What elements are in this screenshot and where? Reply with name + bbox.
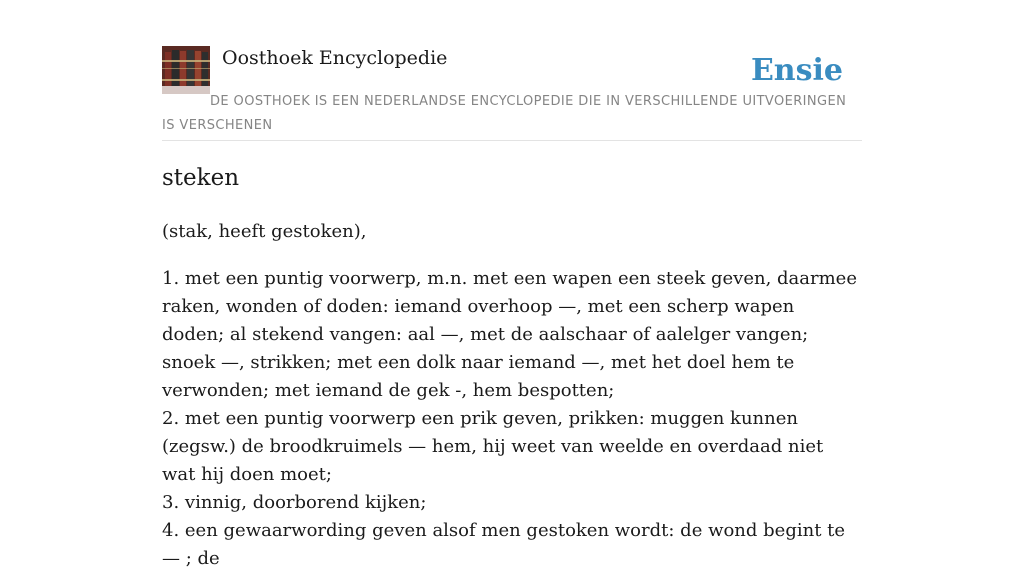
article-headword: steken: [162, 165, 240, 191]
sense-item: 4. een gewaarwording geven alsof men gestoken wordt: de wond begint te — ; de: [162, 520, 846, 569]
sense-item: 2. met een puntig voorwerp een prik geven, prikken: muggen kunnen (zegsw.) de broodkruimels — hem, hij weet van weelde en overdaad niet wat hij doen moet;: [162, 408, 824, 485]
site-avatar[interactable]: [162, 46, 210, 94]
site-title-link[interactable]: Oosthoek Encyclopedie: [222, 47, 448, 69]
sense-item: 3. vinnig, doorborend kijken;: [162, 492, 427, 513]
grammar-forms: (stak, heeft gestoken),: [162, 221, 367, 242]
sense-item: 1. met een puntig voorwerp, m.n. met een wapen een steek geven, daarmee raken, wonden of doden: iemand overhoop —, met een scherp wapen doden; al stekend vangen: aal —, met de aalschaar of aalelger vangen; snoek —, strikken; met een dolk naar iemand —, met het doel hem te verwonden; met iemand de gek -, hem bespotten;: [162, 268, 857, 401]
book-spines-icon: [162, 46, 210, 94]
sense-list: [162, 265, 862, 573]
site-tagline: DE OOSTHOEK IS EEN NEDERLANDSE ENCYCLOPEDIE DIE IN VERSCHILLENDE UITVOERINGEN IS VERSCHENEN: [162, 94, 847, 133]
site-header: [162, 46, 862, 141]
brand-logo-link[interactable]: Ensie: [750, 53, 843, 88]
article: [162, 160, 862, 573]
